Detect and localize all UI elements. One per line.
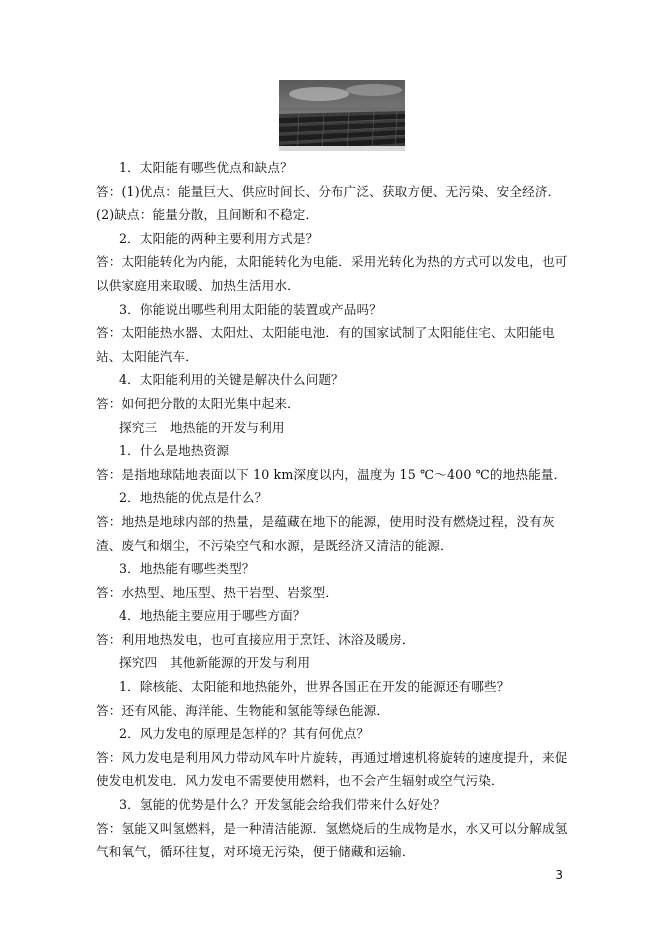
answer-solar-devices: 答：太阳能热水器、太阳灶、太阳能电池．有的国家试制了太阳能住宅、太阳能电站、太阳能汽车． bbox=[96, 325, 555, 364]
answer-hydrogen-energy: 答：氢能又叫氢燃料，是一种清洁能源．氢燃烧后的生成物是水，水又可以分解成氢气和氧气，循环往复，对环境无污染，便于储藏和运输． bbox=[96, 820, 568, 860]
question-other-energy: 1．除核能、太阳能和地热能外，世界各国正在开发的能源还有哪些？ bbox=[119, 679, 510, 695]
answer-geothermal-resource: 答：是指地球陆地表面以下 10 km深度以内，温度为 15 ℃～400 ℃的地热能量． bbox=[96, 466, 567, 482]
answer-solar-pros-cons: 答：(1)优点：能量巨大、供应时间长、分布广泛、获取方便、无污染、安全经济．(2)缺点：能量分散，且间断和不稳定． bbox=[96, 183, 561, 223]
solar-panel-photo bbox=[279, 80, 405, 151]
question-solar-key-problem: 4．太阳能利用的关键是解决什么问题？ bbox=[119, 372, 344, 388]
question-geothermal-applications: 4．地热能主要应用于哪些方面？ bbox=[119, 608, 306, 624]
answer-solar-key-problem: 答：如何把分散的太阳光集中起来． bbox=[96, 395, 300, 411]
answer-solar-usage-modes: 答：太阳能转化为内能，太阳能转化为电能．采用光转化为热的方式可以发电，也可以供家庭用来取暖、加热生活用水． bbox=[96, 254, 568, 293]
question-wind-power: 2．风力发电的原理是怎样的？其有何优点？ bbox=[119, 726, 370, 742]
answer-geothermal-applications: 答：利用地热发电，也可直接应用于烹饪、沐浴及暖房． bbox=[96, 631, 415, 647]
answer-geothermal-types: 答：水热型、地压型、热干岩型、岩浆型． bbox=[96, 584, 339, 600]
document-body bbox=[96, 156, 572, 864]
answer-wind-power: 答：风力发电是利用风力带动风车叶片旋转，再通过增速机将旋转的速度提升，来促使发电机发电．风力发电不需要使用燃料，也不会产生辐射或空气污染． bbox=[96, 749, 568, 789]
answer-geothermal-advantages: 答：地热是地球内部的热量，是蕴藏在地下的能源，使用时没有燃烧过程，没有灰渣、废气和烟尘，不污染空气和水源，是既经济又清洁的能源． bbox=[96, 513, 555, 553]
answer-other-energy: 答：还有风能、海洋能、生物能和氢能等绿色能源． bbox=[96, 702, 390, 718]
question-solar-devices: 3．你能说出哪些利用太阳能的装置或产品吗？ bbox=[119, 301, 383, 317]
section-heading-geothermal: 探究三 地热能的开发与利用 bbox=[119, 419, 285, 435]
question-solar-pros-cons: 1．太阳能有哪些优点和缺点？ bbox=[119, 160, 293, 175]
question-solar-usage-modes: 2．太阳能的两种主要利用方式是？ bbox=[119, 230, 319, 246]
question-hydrogen-energy: 3．氢能的优势是什么？开发氢能会给我们带来什么好处？ bbox=[119, 797, 446, 813]
solar-panel-field-icon bbox=[279, 80, 405, 151]
section-heading-other-energy: 探究四 其他新能源的开发与利用 bbox=[119, 655, 311, 671]
question-geothermal-resource: 1．什么是地热资源 bbox=[119, 443, 230, 459]
question-geothermal-advantages: 2．地热能的优点是什么？ bbox=[119, 490, 268, 506]
question-geothermal-types: 3．地热能有哪些类型？ bbox=[119, 561, 255, 577]
page-number: 3 bbox=[555, 868, 563, 882]
